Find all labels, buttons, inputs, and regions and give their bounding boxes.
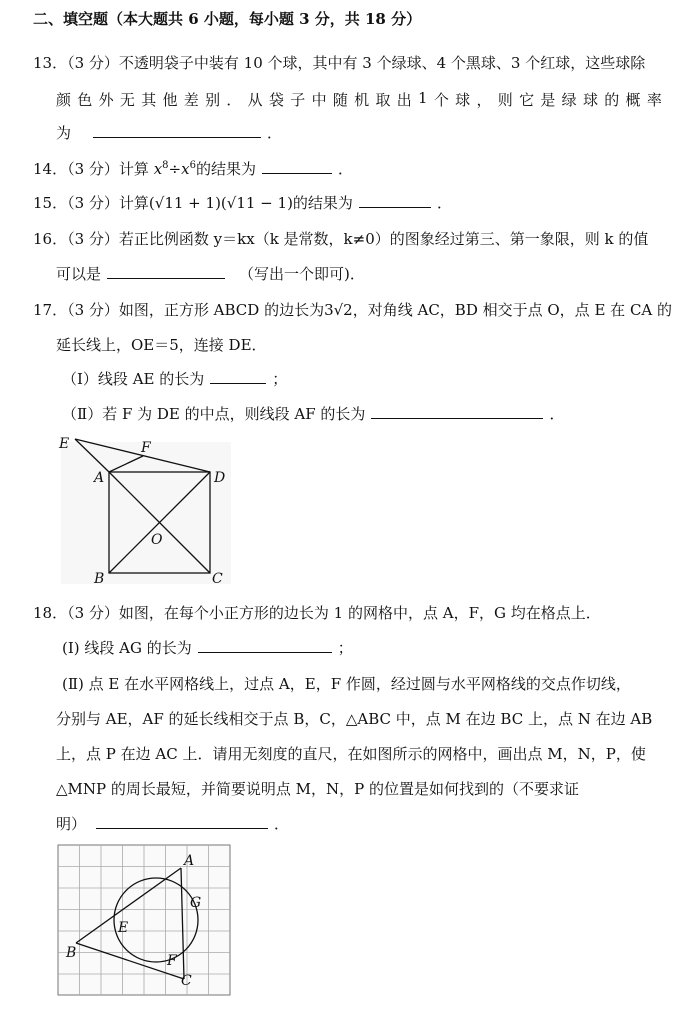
q13-suffix: ．	[267, 124, 283, 142]
q13-line2-char: 绿	[561, 91, 577, 109]
q13-line2-char: 颜	[56, 91, 72, 109]
q13-line2-char: 无	[119, 91, 135, 109]
q17-part1-prefix: （Ⅰ）线段 AE 的长为	[62, 370, 205, 388]
q13-line2-char: 球	[582, 91, 598, 109]
q14-number: 14．（3 分）	[33, 160, 119, 178]
q13-line2-char: 子	[290, 91, 306, 109]
q13-line2	[56, 89, 662, 110]
q15-line	[33, 192, 452, 213]
q18-line5: 上，点 P 在边 AC 上．请用无刻度的直尺，在如图所示的网格中，画出点 M，N，P，使	[56, 745, 646, 763]
q17-part1	[62, 368, 287, 389]
q17-label-e: E	[59, 436, 70, 452]
q13-line2-char: 色	[77, 91, 93, 109]
q18-number: 18．（3 分）	[33, 604, 119, 622]
q13-line2-char: 1	[418, 89, 428, 107]
q13-line2-char: 概	[625, 91, 641, 109]
q18-label-a: A	[184, 853, 195, 869]
q13-line2-char: 他	[162, 91, 178, 109]
q17-label-b: B	[94, 571, 105, 587]
q13-text: 不透明袋子中装有 10 个球，其中有 3 个绿球、4 个黑球、3 个红球，这些球除	[118, 54, 646, 72]
q13-line2-char: 其	[141, 91, 157, 109]
q17-line1	[33, 299, 672, 320]
q17-label-o: O	[151, 532, 163, 548]
q18-part1-suffix: ；	[337, 639, 353, 657]
q17-part2-blank[interactable]	[371, 404, 543, 419]
q18-line4: 分别与 AE，AF 的延长线相交于点 B，C，△ABC 中，点 M 在边 BC 上，点 N 在边 AB	[56, 710, 653, 728]
q15-number: 15．（3 分）	[33, 194, 119, 212]
q15-text-a: 计算	[118, 194, 149, 212]
q18-part1-prefix: (Ⅰ) 线段 AG 的长为	[62, 639, 192, 657]
q18-line7-prefix: 明）	[56, 815, 87, 833]
q18-line1	[33, 602, 601, 623]
q13-line2-char: 从	[247, 91, 263, 109]
q18-label-c: C	[181, 973, 192, 989]
q15-answer-blank[interactable]	[359, 193, 431, 208]
q17-line2: 延长线上，OE＝5，连接 DE．	[56, 336, 267, 354]
section-title: 二、填空题（本大题共 6 小题，每小题 3 分，共 18 分）	[33, 10, 422, 28]
q17-label-c: C	[212, 571, 223, 587]
q13-line2-char: 的	[604, 91, 620, 109]
q13-line2-char: 随	[332, 91, 348, 109]
q13-answer-blank[interactable]	[93, 123, 261, 138]
q17-label-f: F	[141, 440, 151, 456]
q13-line2-char: 袋	[268, 91, 284, 109]
q17-part1-suffix: ；	[272, 370, 288, 388]
q13-prefix: 为	[56, 124, 72, 142]
q13-line3	[56, 122, 282, 143]
q18-line6: △MNP 的周长最短，并简要说明点 M，N，P 的位置是如何找到的（不要求证	[56, 780, 579, 798]
q16-answer-blank[interactable]	[107, 264, 225, 279]
q15-text-b: 的结果为	[292, 194, 353, 212]
q18-line3: (Ⅱ) 点 E 在水平网格线上，过点 A，E，F 作圆，经过圆与水平网格线的交点作切线，	[62, 675, 631, 693]
q13-line2-char: 球	[455, 91, 471, 109]
q14-base1: x	[153, 160, 163, 178]
q17-part1-blank[interactable]	[210, 369, 266, 384]
q14-suffix: ．	[337, 160, 353, 178]
q14-line	[33, 158, 353, 179]
q16-text: 若正比例函数 y＝kx（k 是常数，k≠0）的图象经过第三、第一象限，则 k 的值	[118, 230, 649, 248]
q16-line2	[56, 263, 365, 284]
q15-suffix: ．	[436, 194, 452, 212]
q18-label-f: F	[167, 953, 177, 969]
q13-line2-char: 别	[205, 91, 221, 109]
q13-line2-char: 外	[98, 91, 114, 109]
q13-line2-char: 则	[497, 91, 513, 109]
q13-line2-char: 率	[646, 91, 662, 109]
q13-line2-char: 是	[540, 91, 556, 109]
q18-part1	[62, 637, 353, 658]
q13-line2-char: ，	[476, 91, 492, 109]
q16-number: 16．（3 分）	[33, 230, 119, 248]
q16-suffix: （写出一个即可)．	[239, 265, 365, 283]
q18-label-g: G	[190, 895, 202, 911]
q14-text-b: 的结果为	[195, 160, 256, 178]
q14-exp1: 8	[162, 160, 169, 171]
q13-line2-char: 取	[375, 91, 391, 109]
q18-line7	[56, 813, 289, 834]
q17-figure-background	[61, 442, 231, 584]
q17-part2	[62, 403, 564, 424]
q18-part2-blank[interactable]	[96, 814, 268, 829]
q13-line1	[33, 52, 645, 73]
q14-answer-blank[interactable]	[262, 159, 332, 174]
q13-line2-char: 机	[354, 91, 370, 109]
q14-exp2: 6	[189, 160, 196, 171]
q13-line2-char: 出	[396, 91, 412, 109]
q17-number: 17．（3 分）	[33, 301, 119, 319]
q13-line2-char: 它	[519, 91, 535, 109]
q18-figure	[56, 843, 232, 998]
q13-line2-char: 差	[183, 91, 199, 109]
q14-text-a: 计算	[118, 160, 149, 178]
q18-line7-suffix: ．	[274, 815, 290, 833]
q17-part2-prefix: （Ⅱ）若 F 为 DE 的中点，则线段 AF 的长为	[62, 405, 366, 423]
q14-op: ÷	[168, 160, 182, 178]
q13-line2-char: 中	[311, 91, 327, 109]
q18-label-b: B	[66, 945, 77, 961]
q14-base2: x	[181, 160, 190, 178]
q15-expr: (√11 + 1)(√11 − 1)	[148, 194, 293, 212]
q17-part2-suffix: ．	[549, 405, 565, 423]
q17-text: 如图，正方形 ABCD 的边长为3√2，对角线 AC，BD 相交于点 O，点 E 在 CA 的	[118, 301, 673, 319]
q13-line2-char: ．	[226, 91, 242, 109]
q17-label-a: A	[94, 470, 105, 486]
q16-prefix: 可以是	[56, 265, 102, 283]
q13-line2-char: 个	[433, 91, 449, 109]
q17-label-d: D	[214, 470, 226, 486]
q18-part1-blank[interactable]	[198, 638, 332, 653]
q16-line1	[33, 228, 648, 249]
q17-figure	[55, 432, 240, 587]
q13-number: 13．（3 分）	[33, 54, 119, 72]
q18-label-e: E	[118, 920, 129, 936]
q18-text: 如图，在每个小正方形的边长为 1 的网格中，点 A，F，G 均在格点上．	[118, 604, 601, 622]
